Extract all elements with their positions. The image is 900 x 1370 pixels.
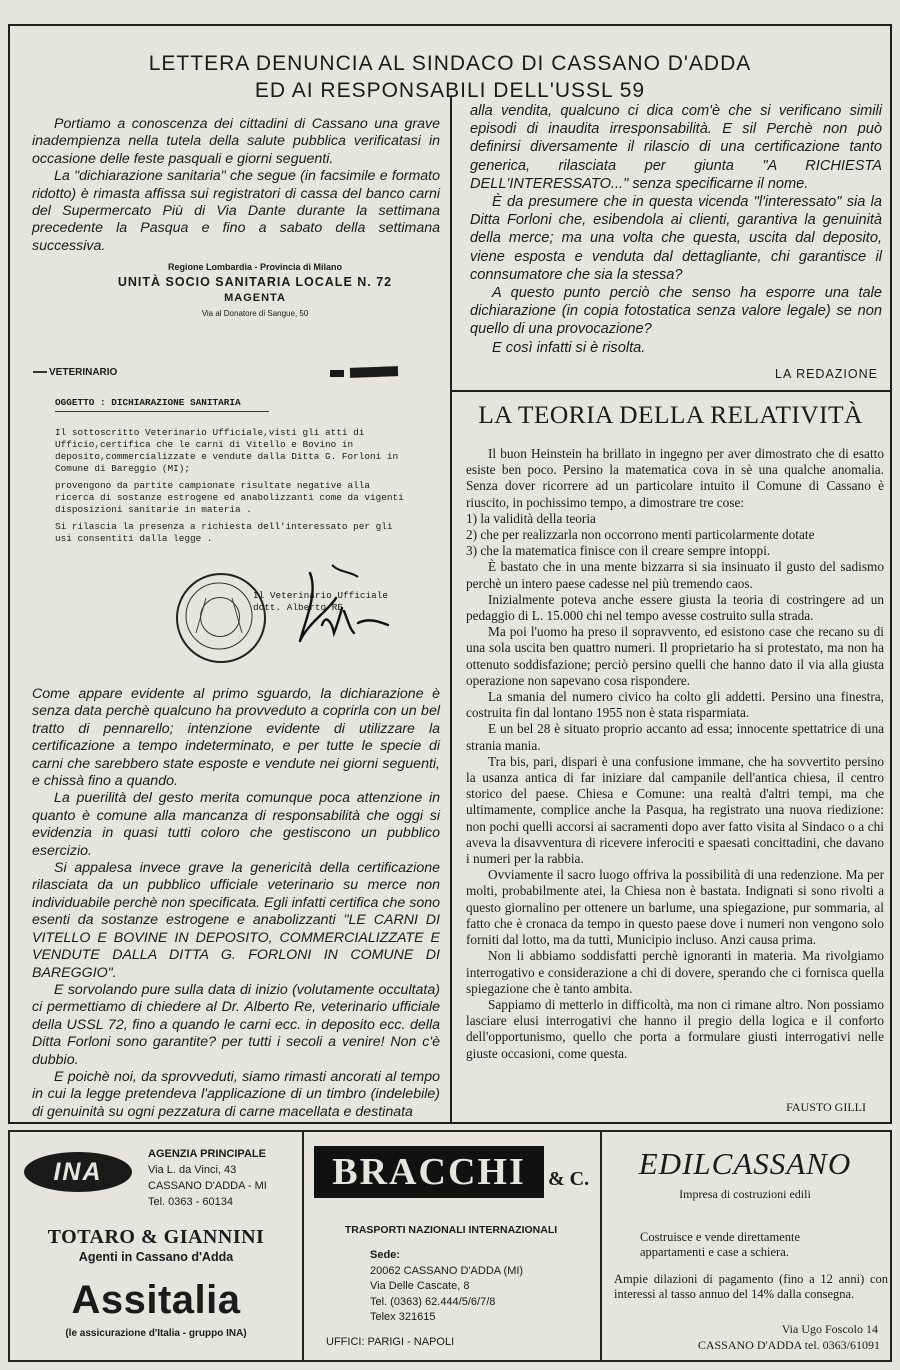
intro-paragraph-2: La "dichiarazione sanitaria" che segue (in facsimile e formato ridotto) è rimasta affissa sui registratori di cassa del banco carni del Supermercato Più di Via Dante durante la settimana precedente la Pasqua e fino a sabato della settimana successiva. [32,168,440,254]
ina-logo [24,1152,132,1192]
bracchi-services: TRASPORTI NAZIONALI INTERNAZIONALI [344,1224,558,1236]
ina-logo-text: INA [53,1158,103,1186]
ad-bracchi [304,1130,602,1362]
document-body-3: Si rilascia la presenza a richiesta dell'interessato per gli usi consentiti dalla legge . [55,521,393,544]
bracchi-sede-label: Sede: [370,1249,400,1261]
bracchi-city: 20062 CASSANO D'ADDA (MI) [370,1264,524,1277]
document-body [55,427,415,550]
handwritten-signature-icon [288,563,398,653]
document-letterhead [60,262,450,318]
ina-agents: TOTARO & GIANNINI [47,1226,265,1248]
edil-desc-2: appartamenti e case a schiera. [640,1245,789,1259]
bracchi-offices: UFFICI: PARIGI - NAPOLI [326,1336,455,1348]
article-paragraph-intro: Il buon Heinstein ha brillato in ingegno per aver dimostrato che di esatto esiste ben poco. Persino la matematica cova in sè una qualche anomalia. Senza dover ricorrere ad un particolare intuito il Comune di Cassano è riuscito, in pochissimo tempo, a dimostrare tre cose: [466,446,884,510]
bracchi-street: Via Delle Cascate, 8 [370,1280,470,1292]
letter-intro [32,116,440,255]
document-subject [55,397,415,409]
article-paragraph: La smania del numero civico ha colto gli addetti. Persino una finestra, costruita fin dal lontano 1955 non è stata risparmiata. [466,689,884,721]
assitalia-brand: Assitalia [71,1278,241,1322]
bracchi-logo [314,1146,544,1198]
edil-city-tel: CASSANO D'ADDA tel. 0363/61091 [697,1338,880,1352]
article-author: FAUSTO GILLI [786,1100,866,1114]
letter-commentary [32,686,440,1121]
bracchi-suffix: & C. [548,1168,590,1190]
article-list-item-3: 3) che la matematica finisce con il creare sempre intoppi. [466,543,771,559]
vet-prefix-mark [33,371,47,373]
article-paragraph: Ma poi l'uomo ha preso il sopravvento, ed esistono case che recano su di una sola uscita ben quattro numeri. Il proprietario ha si protestato, ma non ha ottenuto soddisfazione; perciò persino quelli che hanno dato il via alla giusta operazione non sapevano cosa rispondere. [466,624,884,688]
commentary-paragraph-4: E sorvolando pure sulla data di inizio (volutamente occultata) ci permettiamo di chiedere al Dr. Alberto Re, veterinario ufficiale della USSL 72, fino a quando le carni ecc. in deposito ecc. della Ditta Forloni sono garantite? per tutti i secoli a venire! Non c'è dubbio. [32,981,440,1068]
ina-agents-sub: Agenti in Cassano d'Adda [78,1250,234,1264]
right-divider [450,390,892,392]
edil-desc-1: Costruisce e vende direttamente [640,1230,801,1244]
document-body-2: provengono da partite campionate risultate negative alla ricerca di sostanze estrogene ed anabolizzanti come da vigenti disposizioni sanitarie in materia . [55,480,404,515]
continuation-paragraph-3: A questo punto perciò che senso ha esporre una tale dichiarazione (in copia fotostatica senza valore legale) se non quello di una provocazione? [470,285,882,338]
stamp-inner-ring [200,597,240,637]
continuation-paragraph-2: È da presumere che in questa vicenda "l'interessato" sia la Ditta Forloni che, esibendola ai clienti, garantiva la genuinità della merce; ma una volta che questa, uscita dal deposito, viene esposta e venduta dal dettagliante, chi garantisce il connsumatore che sia la stessa? [470,194,882,283]
redaction-mark-1 [330,370,344,377]
assitalia-sub: (le assicurazione d'Italia - gruppo INA) [65,1328,247,1339]
official-stamp [176,573,266,663]
edil-description [640,1230,800,1260]
article-list-item-2: 2) che per realizzarla non occorrono menti particolarmente dotate [466,527,815,543]
ina-street: Via L. da Vinci, 43 [148,1164,237,1176]
document-body-1: Il sottoscritto Veterinario Ufficiale,visti gli atti di Ufficio,certifica che le carni di Vitello e Bovino in deposito,commercializzate e vendute dalla Ditta G. Forloni in Comune di Bareggio (MI); [55,427,399,474]
edil-title: EDILCASSANO [638,1146,852,1181]
commentary-paragraph-3: Si appalesa invece grave la genericità della certificazione rilasciata da un pubblico ufficiale veterinario su merce non individuabile perchè non specificata. Egli infatti certifica che sono esenti da sostanze estrogene e anabolizzanti "LE CARNI DI VITELLO E BOVINE IN DEPOSITO, COMMERCIALIZZATE E VENDUTE DALLA DITTA G. FORLONI IN COMUNE DI BAREGGIO". [32,860,440,981]
bracchi-telex: Telex 321615 [370,1311,436,1323]
letter-continuation [470,102,882,357]
article-list-item-1: 1) la validità della teoria [466,510,596,526]
article-paragraph: Non li abbiamo soddisfatti perchè ignoranti in materia. Ma rivolgiamo interrogativo e considerazione a chi di dovere, sperando che ci fornisca quella spiegazione che è tanto ambita. [466,948,884,996]
article-paragraph: Inizialmente poteva anche essere giusta la teoria di costringere ad un pedaggio di L. 15.000 chi nel tempo avesse costruito sulla strada. [466,591,884,624]
ina-agency-title: AGENZIA PRINCIPALE [148,1148,266,1160]
article-paragraph: E un bel 28 è situato proprio accanto ad essa; innocente spettatrice di una strania mania. [466,721,884,753]
vet-label-text: VETERINARIO [49,367,118,378]
continuation-paragraph-4: E così infatti si è risolta. [492,339,646,356]
bracchi-logo-text: BRACCHI [332,1151,526,1193]
ad-edilcassano [602,1130,892,1362]
signer-title: Il Veterinario Ufficiale [253,590,389,601]
intro-paragraph-1: Portiamo a conoscenza dei cittadini di Cassano una grave inadempienza nella tutela della salute pubblica verificatasi in occasione delle feste pasquali e giorni seguenti. [32,116,440,167]
commentary-paragraph-2: La puerilità del gesto merita comunque poca attenzione in quanto è comune alla mancanza di responsabilità che oggi si evidenzia in quasi tutti coloro che gestiscono un pubblico esercizio. [32,790,440,859]
document-address: Via al Donatore di Sangue, 50 [201,309,309,318]
headline-line-1: LETTERA DENUNCIA AL SINDACO DI CASSANO D'ADDA [148,52,752,75]
document-unit: UNITÀ SOCIO SANITARIA LOCALE N. 72 [117,275,393,289]
article-paragraph: Sappiamo di metterlo in difficoltà, ma non ci rimane altro. Non possiamo lasciare elusi interrogativi che hanno il pregio della logica e il conforto dell'opportunismo, quello che porta a formulare giusti interrogativi nelle giuste occasioni, come questa. [466,996,884,1061]
article-title: LA TEORIA DELLA RELATIVITÀ [478,400,863,429]
article-paragraph: Ovviamente il sacro luogo offriva la possibilità di una redenzione. Ma per molti, probabilmente atei, la Chiesa non è bastata. Indignati si sono rivolti a questo giornalino per ottenere un barlume, una spiegazione, pur sommaria, al fatto che è cronaca da tempo in questo paese dove i numeri non vengono solo forniti dal lotto, ma da tutti, Municipio incluso. Anzi causa prima. [466,867,884,948]
document-city: MAGENTA [224,292,286,304]
subject-text: OGGETTO : DICHIARAZIONE SANITARIA [55,397,241,408]
commentary-paragraph-1: Come appare evidente al primo sguardo, la dichiarazione è senza data perchè qualcuno ha provveduto a coprirla con un bel tratto di pennarello; intenzione evidente di utilizzare la certificazione a tempo indeterminato, e per tutte le specie di carni che sarebbero state esposte e vendute nei giorni seguenti, e chissà fino a quando. [32,686,440,790]
document-vet-label [33,367,117,378]
commentary-paragraph-5: E poichè noi, da sprovveduti, siamo rimasti ancorati al tempo in cui la legge pretendeva l'applicazione di un timbro (indelebile) di genuinità su ogni pezzatura di carne macellata e destinata [32,1068,440,1120]
article-paragraph: È bastato che in una mente bizzarra si sia insinuato il gusto del sadismo perchè un intero paese cadesse nel più tremendo caos. [466,559,884,591]
letter-signature: LA REDAZIONE [775,367,878,381]
ad-ina-assitalia [8,1130,304,1362]
redaction-mark-2 [350,366,398,378]
subject-underline [55,411,269,412]
edil-subtitle: Impresa di costruzioni edili [679,1187,811,1201]
ina-tel: Tel. 0363 - 60134 [148,1196,234,1208]
headline-line-2: ED AI RESPONSABILI DELL'USSL 59 [254,79,646,102]
article-body [466,446,884,1062]
document-region: Regione Lombardia - Provincia di Milano [167,262,343,272]
continuation-paragraph-1: alla vendita, qualcuno ci dica com'è che si verificano simili episodi di inaudita irresponsabilità. E sil Perchè non può definirsi diversamente il rilascio di una certificazione tanto generica, rilasciata per giunta "A RICHIESTA DELL'INTERESSATO..." senza specificarne il nome. [470,103,882,192]
column-divider [450,96,452,1122]
ina-agency-info [148,1146,267,1210]
headline [40,50,860,104]
article-paragraph: Tra bis, pari, dispari è una confusione immane, che ha sovvertito persino la usanza antica di far iniziare dal campanile dell'antica chiesa, il centro storico del paese. Chiesa e Comune: una realtà d'altri tempi, ma che ultimamente, complice anche la Pasqua, ha registrato una nuova riedizione: non pochi quelli accorsi ai sacramenti dopo aver fatto visita al Sindaco o a chi aveva la disavventura di ricevere inferociti e spaesati concittadini, che davano i numeri per la rabbia. [466,753,884,867]
bracchi-address [370,1248,523,1326]
bracchi-tel: Tel. (0363) 62.444/5/6/7/8 [370,1295,496,1308]
edil-terms: Ampie dilazioni di pagamento (fino a 12 anni) con interessi al tasso annuo del 14% dalla consegna. [614,1272,888,1301]
ina-city: CASSANO D'ADDA - MI [148,1180,267,1192]
signer-name: dott. Alberto RE [253,602,344,613]
edil-street: Via Ugo Foscolo 14 [781,1322,878,1336]
